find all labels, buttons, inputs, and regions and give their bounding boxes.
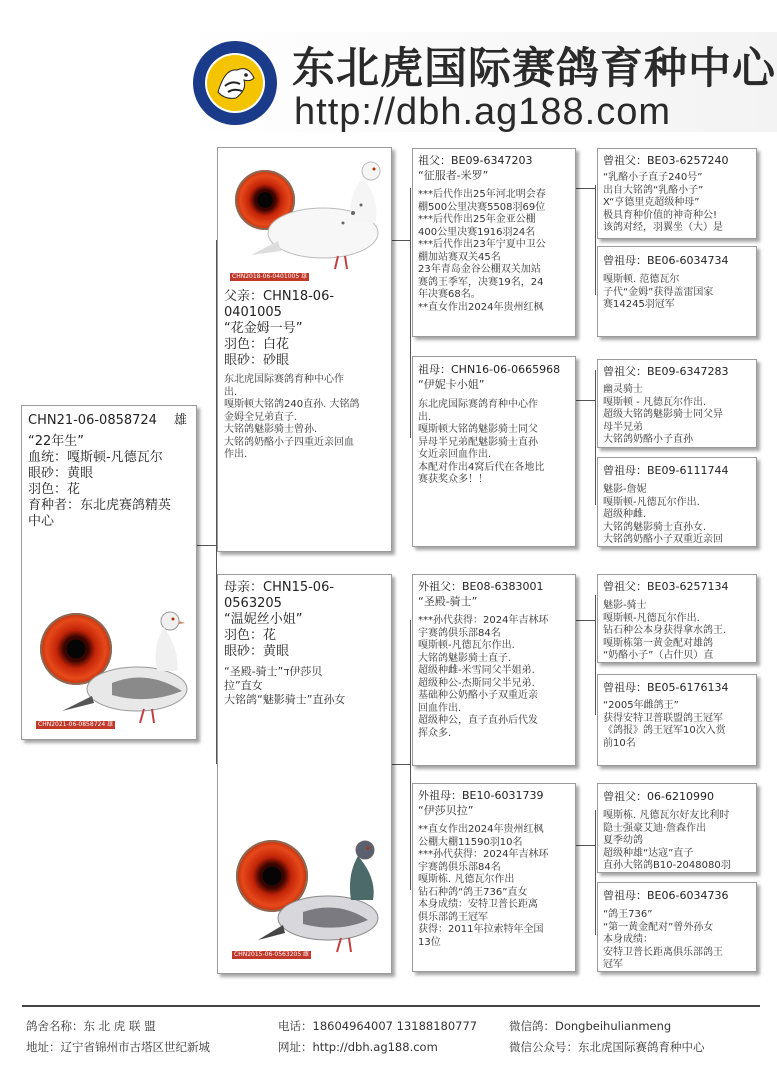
card-notes: 魅影-詹妮 嘎斯顿-凡德瓦尔作出. 超级种雌. 大铭鸽魅影骑士直孙女. 大铭鸽奶酪小子双重近亲回	[603, 484, 723, 545]
card-header: 外祖母：BE10-6031739	[418, 789, 544, 802]
sire-name: “花金姆一号”	[224, 321, 303, 336]
dam-notes: “圣殿-骑士”ד伊莎贝 拉”直女 大铭鸽“魅影骑士”直孙女	[224, 665, 346, 706]
card-name: “伊妮卡小姐”	[418, 378, 485, 391]
great-grandparent-card	[597, 783, 757, 873]
great-grandparent-card	[597, 882, 757, 972]
subject-name: “22年生”	[28, 434, 85, 449]
connector	[575, 845, 595, 846]
sire-notes: 东北虎国际赛鸽育种中心作 出. 嘎斯顿大铭鸽240直孙. 大铭鸽 金姆全兄弟直子. 大铭鸽魅影骑士曾孙. 大铭鸽奶酪小子四重近亲回血 作出.	[224, 374, 360, 460]
granddam-paternal-card	[412, 356, 576, 547]
connector	[595, 810, 596, 935]
connector	[575, 188, 595, 189]
card-notes: 嘎斯顿. 范德瓦尔 子代“金姆”获得盖雷国家 赛14245羽冠军	[603, 274, 714, 310]
card-header: 曾祖父：06-6210990	[603, 790, 714, 803]
great-grandparent-card	[597, 574, 757, 663]
connector	[410, 620, 411, 890]
footer-phone: 电话：18604964007 13188180777	[278, 1019, 478, 1033]
sire-card	[217, 147, 392, 552]
card-name: “伊莎贝拉”	[418, 804, 474, 817]
connector	[390, 240, 410, 241]
grandsire-maternal-card	[412, 574, 576, 766]
great-grandparent-card	[597, 148, 757, 239]
subject-sex: 雄	[174, 413, 188, 428]
card-header: 曾祖父：BE03-6257240	[603, 154, 729, 167]
sire-color: 羽色：白花	[224, 337, 290, 352]
card-notes: ***后代作出25年河北明会春 棚500公里决赛5508羽69位 ***后代作出25年金亚公棚 400公里决赛1916羽24名 ***后代作出23年宁夏中卫公 棚加站赛双关45名 23年青岛金谷公棚双关加站 赛鸽王季军，决赛19名，24 年决赛68名。 **直女作出2024年贵州红枫	[418, 189, 546, 313]
grandsire-paternal-card	[412, 148, 576, 337]
great-grandparent-card	[597, 457, 757, 547]
connector	[575, 400, 595, 401]
dam-card	[217, 574, 392, 974]
pigeon-photo-icon	[243, 153, 388, 273]
card-header: 曾祖母：BE06-6034734	[603, 254, 729, 267]
great-grandparent-card	[597, 246, 757, 337]
tiger-logo-icon	[192, 40, 278, 126]
card-notes: 东北虎国际赛鸽育种中心作 出. 嘎斯顿大铭鸽魅影骑士同父 异母半兄弟配魅影骑士直孙 女近亲回血作出. 本配对作出4窝后代在各地比 赛获奖众多！！	[418, 399, 545, 485]
pigeon-photo-icon	[52, 601, 192, 731]
card-notes: “2005年雌鸽王” 获得安特卫普联盟鸽王冠军 《鸽报》鸽王冠军10次入赏 前10名	[603, 700, 726, 749]
granddam-maternal-card	[412, 783, 576, 972]
connector	[390, 764, 410, 765]
card-name: “圣殿-骑士”	[418, 595, 478, 608]
dam-name: “温妮丝小姐”	[224, 612, 303, 627]
photo-label: CHN2021-06-0858724 雄	[38, 721, 114, 728]
footer-loft: 鸽舍名称：东 北 虎 联 盟	[26, 1019, 156, 1033]
sire-ring-2: 0401005	[224, 305, 282, 320]
photo-label: CHN2018-06-0401005 雄	[232, 273, 308, 280]
card-header: 曾祖父：BE09-6347283	[603, 365, 729, 378]
dam-ring-2: 0563205	[224, 596, 282, 611]
card-header: 曾祖母：BE06-6034736	[603, 889, 729, 902]
footer-address: 地址：辽宁省锦州市古塔区世纪新城	[26, 1040, 210, 1054]
header-title: 东北虎国际赛鸽育种中心	[292, 44, 776, 94]
subject-line: 眼砂：黄眼	[28, 466, 94, 481]
card-header: 祖父：BE09-6347203	[418, 154, 533, 167]
connector	[196, 545, 216, 546]
card-notes: **直女作出2024年贵州红枫 公棚大棚11590羽10名 ***孙代获得：2024年吉林环 宇赛鸽俱乐部84名 嘎斯栋. 凡德瓦尔作出 钻石种鸽“鸽王736”直女 本身成绩：安特卫普长距离 俱乐部鸽王冠军 获得：2011年拉索特年全国 13位	[418, 824, 549, 948]
great-grandparent-card	[597, 359, 757, 448]
connector	[595, 185, 596, 295]
connector	[575, 620, 595, 621]
card-header: 曾祖母：BE09-6111744	[603, 464, 729, 477]
dam-color: 羽色：花	[224, 628, 277, 643]
header-url: http://dbh.ag188.com	[294, 91, 672, 133]
card-header: 曾祖父：BE03-6257134	[603, 580, 729, 593]
card-notes: ***孙代获得：2024年吉林环 宇赛鸽俱乐部84名 嘎斯顿-凡德瓦尔作出. 大铭鸽魅影骑士直子. 超级种雌-米雪同父半姐弟. 超级种公-杰斯同父半兄弟. 基础种公奶酪小子双重近亲 回血作出. 超级种公，直子直孙后代发 挥众多.	[418, 615, 549, 739]
card-header: 外祖父：BE08-6383001	[418, 580, 544, 593]
card-notes: 魅影-骑士 嘎斯顿-凡德瓦尔作出. 钻石种公本身获得拿水鸽王. 嘎斯栋第一黄金配对雄鸽 “奶酪小子”（占什贝）直	[603, 600, 727, 661]
footer-wechat-public: 微信公众号：东北虎国际赛鸽育种中心	[509, 1040, 705, 1054]
sire-ring: 父亲：CHN18-06-	[224, 289, 335, 304]
card-notes: 幽灵骑士 嘎斯顿 - 凡德瓦尔作出. 超级大铭鸽魅影骑士同父异 母半兄弟 大铭鸽奶酪小子直孙	[603, 384, 723, 445]
connector	[410, 188, 411, 438]
subject-line: 育种者：东北虎赛鸽精英	[28, 498, 172, 513]
subject-card	[21, 405, 197, 740]
subject-line: 中心	[28, 514, 55, 529]
card-header: 曾祖母：BE05-6176134	[603, 681, 729, 694]
footer-divider	[22, 1005, 760, 1007]
subject-line: 羽色：花	[28, 482, 81, 497]
pigeon-photo-icon	[253, 830, 388, 960]
card-notes: 嘎斯栋. 凡德瓦尔好友比利时 隐士强豪艾迪·詹森作出 夏季幼鸽 超级种雄“达寇”直子 直孙大铭鸽B10-2048080羽	[603, 810, 731, 871]
card-notes: “乳酪小子直子240号” 出自大铭鸽“乳酪小子” X“亨德里克超级种母” 极具育种价值的神奇种公! 该鸽对经，羽翼坐（大）是	[603, 172, 723, 233]
connector	[595, 370, 596, 505]
connector	[595, 595, 596, 715]
card-name: “征服者-米罗”	[418, 169, 489, 182]
subject-line: 血统：嘎斯顿-凡德瓦尔	[28, 450, 163, 465]
subject-ring: CHN21-06-0858724	[28, 413, 157, 428]
great-grandparent-card	[597, 674, 757, 766]
dam-eye: 眼砂：黄眼	[224, 644, 290, 659]
sire-eye: 眼砂：砂眼	[224, 353, 290, 368]
photo-label: CHN2015-06-0563205 雌	[234, 951, 310, 958]
card-notes: “鸽王736” “第一黄金配对”曾外孙女 本身成绩： 安特卫普长距离俱乐部鸽王 冠军	[603, 909, 723, 970]
footer-wechat: 微信鸽：Dongbeihulianmeng	[509, 1019, 672, 1033]
dam-ring: 母亲：CHN15-06-	[224, 580, 335, 595]
footer-site[interactable]: 网址：http://dbh.ag188.com	[278, 1040, 438, 1054]
card-header: 祖母：CHN16-06-0665968	[418, 363, 561, 376]
